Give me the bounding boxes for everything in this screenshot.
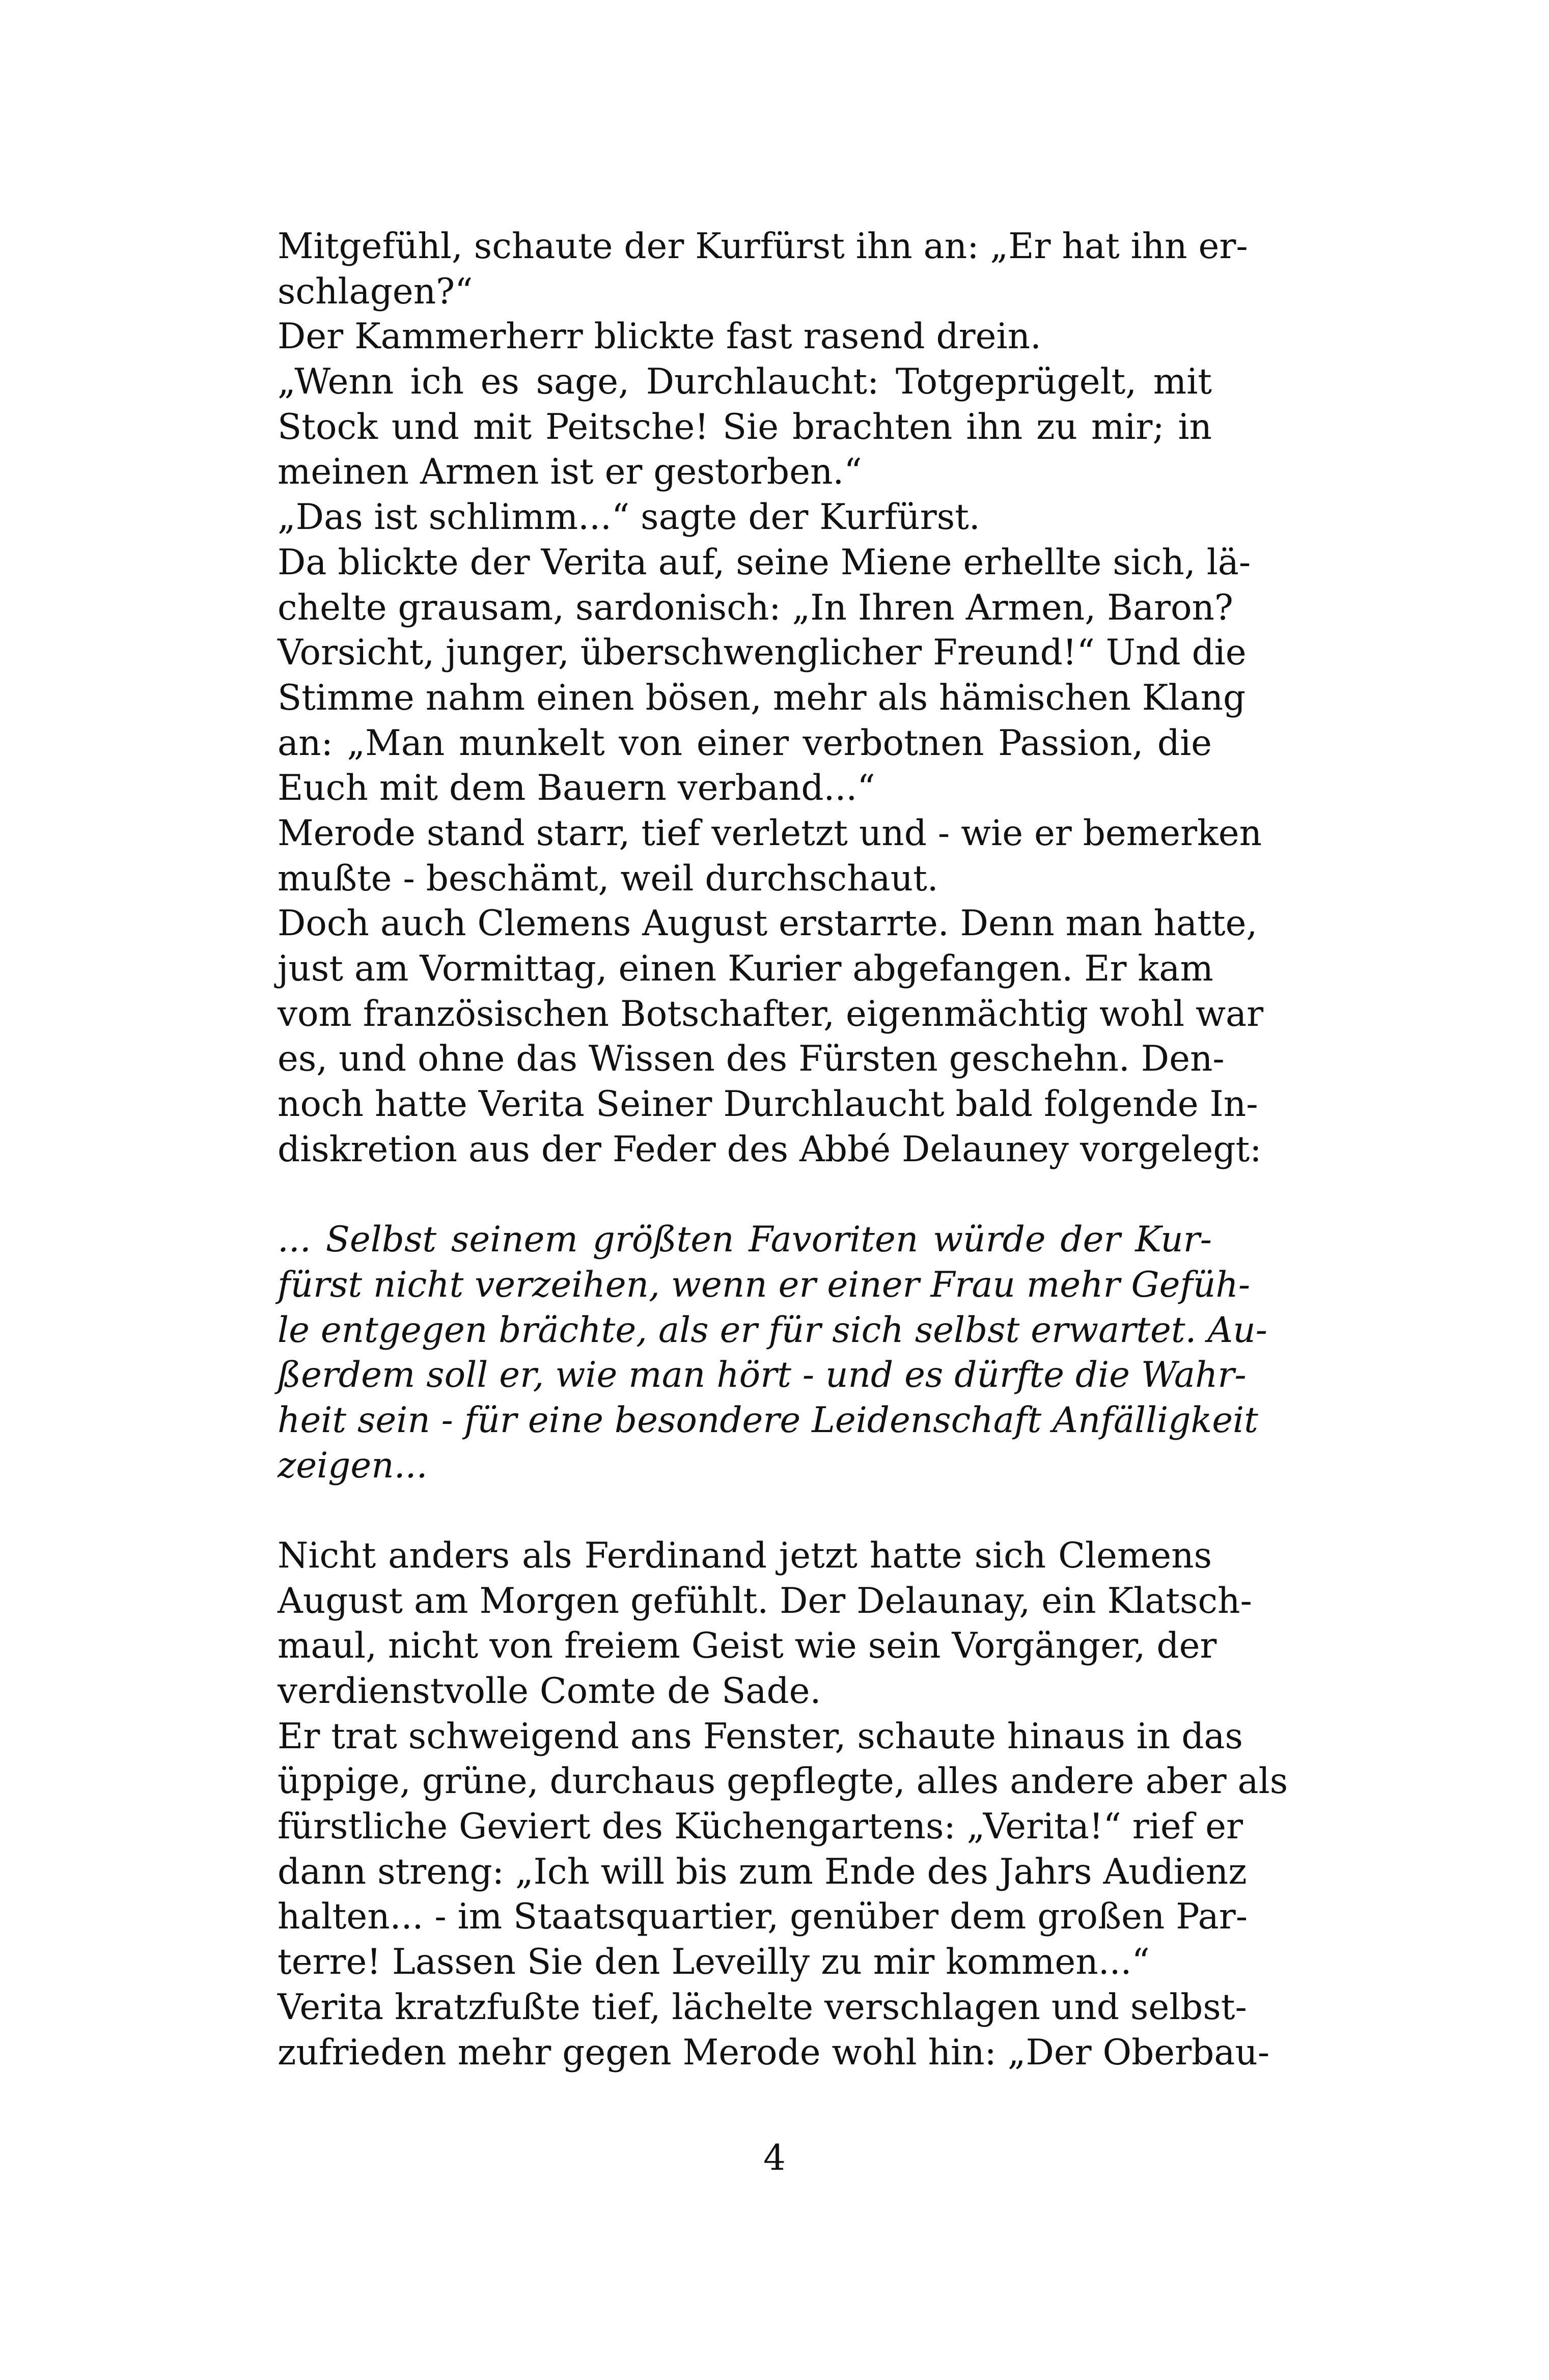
body-paragraph [278, 224, 1248, 314]
text-line: Doch auch Clemens August erstarrte. Denn man hatte, [278, 903, 1258, 944]
text-line: an: „Man munkelt von einer verbotnen Passion, die [278, 722, 1212, 764]
text-line: Stimme nahm einen bösen, mehr als hämischen Klang [278, 677, 1246, 718]
text-line: „Wenn ich es sage, Durchlaucht: Totgeprügelt, mit [278, 361, 1212, 403]
text-line: zufrieden mehr gegen Merode wohl hin: „Der Oberbau- [278, 2032, 1270, 2073]
text-line: chelte grausam, sardonisch: „In Ihren Armen, Baron? [278, 587, 1233, 628]
body-paragraph [278, 540, 1251, 811]
paragraph-gap [278, 1172, 1212, 1217]
text-line: meinen Armen ist er gestorben.“ [278, 452, 862, 493]
text-line: just am Vormittag, einen Kurier abgefangen. Er kam [278, 948, 1213, 989]
text-line: zeigen... [278, 1445, 428, 1486]
text-line: maul, nicht von freiem Geist wie sein Vorgänger, der [278, 1626, 1217, 1667]
text-line: schlagen?“ [278, 271, 473, 312]
body-paragraph [278, 901, 1264, 1172]
text-line: noch hatte Verita Seiner Durchlaucht bald folgende In- [278, 1084, 1258, 1125]
text-line: Euch mit dem Bauern verband...“ [278, 768, 875, 809]
text-line: üppige, grüne, durchaus gepflegte, alles andere aber als [278, 1761, 1288, 1802]
text-line: diskretion aus der Feder des Abbé Delauney vorgelegt: [278, 1129, 1262, 1170]
body-paragraph [278, 314, 1212, 359]
page-number: 4 [763, 2138, 786, 2178]
text-line: fürstliche Geviert des Küchengartens: „Verita!“ rief er [278, 1806, 1243, 1847]
text-line: ... Selbst seinem größten Favoriten würde der Kur- [278, 1219, 1212, 1261]
text-line: le entgegen brächte, als er für sich selbst erwartet. Au- [278, 1309, 1267, 1351]
body-paragraph [278, 1714, 1288, 1985]
text-line: heit sein - für eine besondere Leidenschaft Anfälligkeit [278, 1399, 1258, 1441]
text-line: Nicht anders als Ferdinand jetzt hatte sich Clemens [278, 1535, 1212, 1576]
text-line: Merode stand starr, tief verletzt und - wie er bemerken [278, 813, 1262, 854]
text-line: Stock und mit Peitsche! Sie brachten ihn zu mir; in [278, 406, 1212, 447]
text-line: Vorsicht, junger, überschwenglicher Freund!“ Und die [278, 632, 1247, 674]
text-line: terre! Lassen Sie den Leveilly zu mir kommen...“ [278, 1942, 1150, 1983]
body-paragraph [278, 495, 1212, 540]
text-line: Der Kammerherr blickte fast rasend drein. [278, 316, 1041, 357]
text-line: Verita kratzfußte tief, lächelte verschlagen und selbst- [278, 1986, 1247, 2028]
text-line: „Das ist schlimm...“ sagte der Kurfürst. [278, 497, 980, 538]
text-line: mußte - beschämt, weil durchschaut. [278, 858, 938, 899]
text-line: Da blickte der Verita auf, seine Miene erhellte sich, lä- [278, 542, 1251, 583]
body-paragraph [278, 359, 1212, 495]
body-paragraph [278, 1985, 1270, 2075]
body-paragraph [278, 811, 1262, 901]
book-page-text [278, 224, 1288, 2075]
text-line: August am Morgen gefühlt. Der Delaunay, ein Klatsch- [278, 1580, 1252, 1621]
body-paragraph [278, 1533, 1252, 1714]
text-line: dann streng: „Ich will bis zum Ende des Jahrs Audienz [278, 1851, 1247, 1892]
text-line: Er trat schweigend ans Fenster, schaute hinaus in das [278, 1716, 1243, 1757]
paragraph-gap [278, 1488, 1212, 1533]
text-line: es, und ohne das Wissen des Fürsten geschehn. Den- [278, 1039, 1225, 1080]
quoted-letter-paragraph [278, 1217, 1267, 1488]
text-line: halten... - im Staatsquartier, genüber dem großen Par- [278, 1896, 1248, 1938]
text-line: ßerdem soll er, wie man hört - und es dürfte die Wahr- [278, 1355, 1247, 1396]
text-line: vom französischen Botschafter, eigenmächtig wohl war [278, 993, 1264, 1034]
text-line: verdienstvolle Comte de Sade. [278, 1671, 821, 1712]
text-line: Mitgefühl, schaute der Kurfürst ihn an: „Er hat ihn er- [278, 226, 1248, 267]
text-line: fürst nicht verzeihen, wenn er einer Frau mehr Gefüh- [278, 1264, 1251, 1305]
